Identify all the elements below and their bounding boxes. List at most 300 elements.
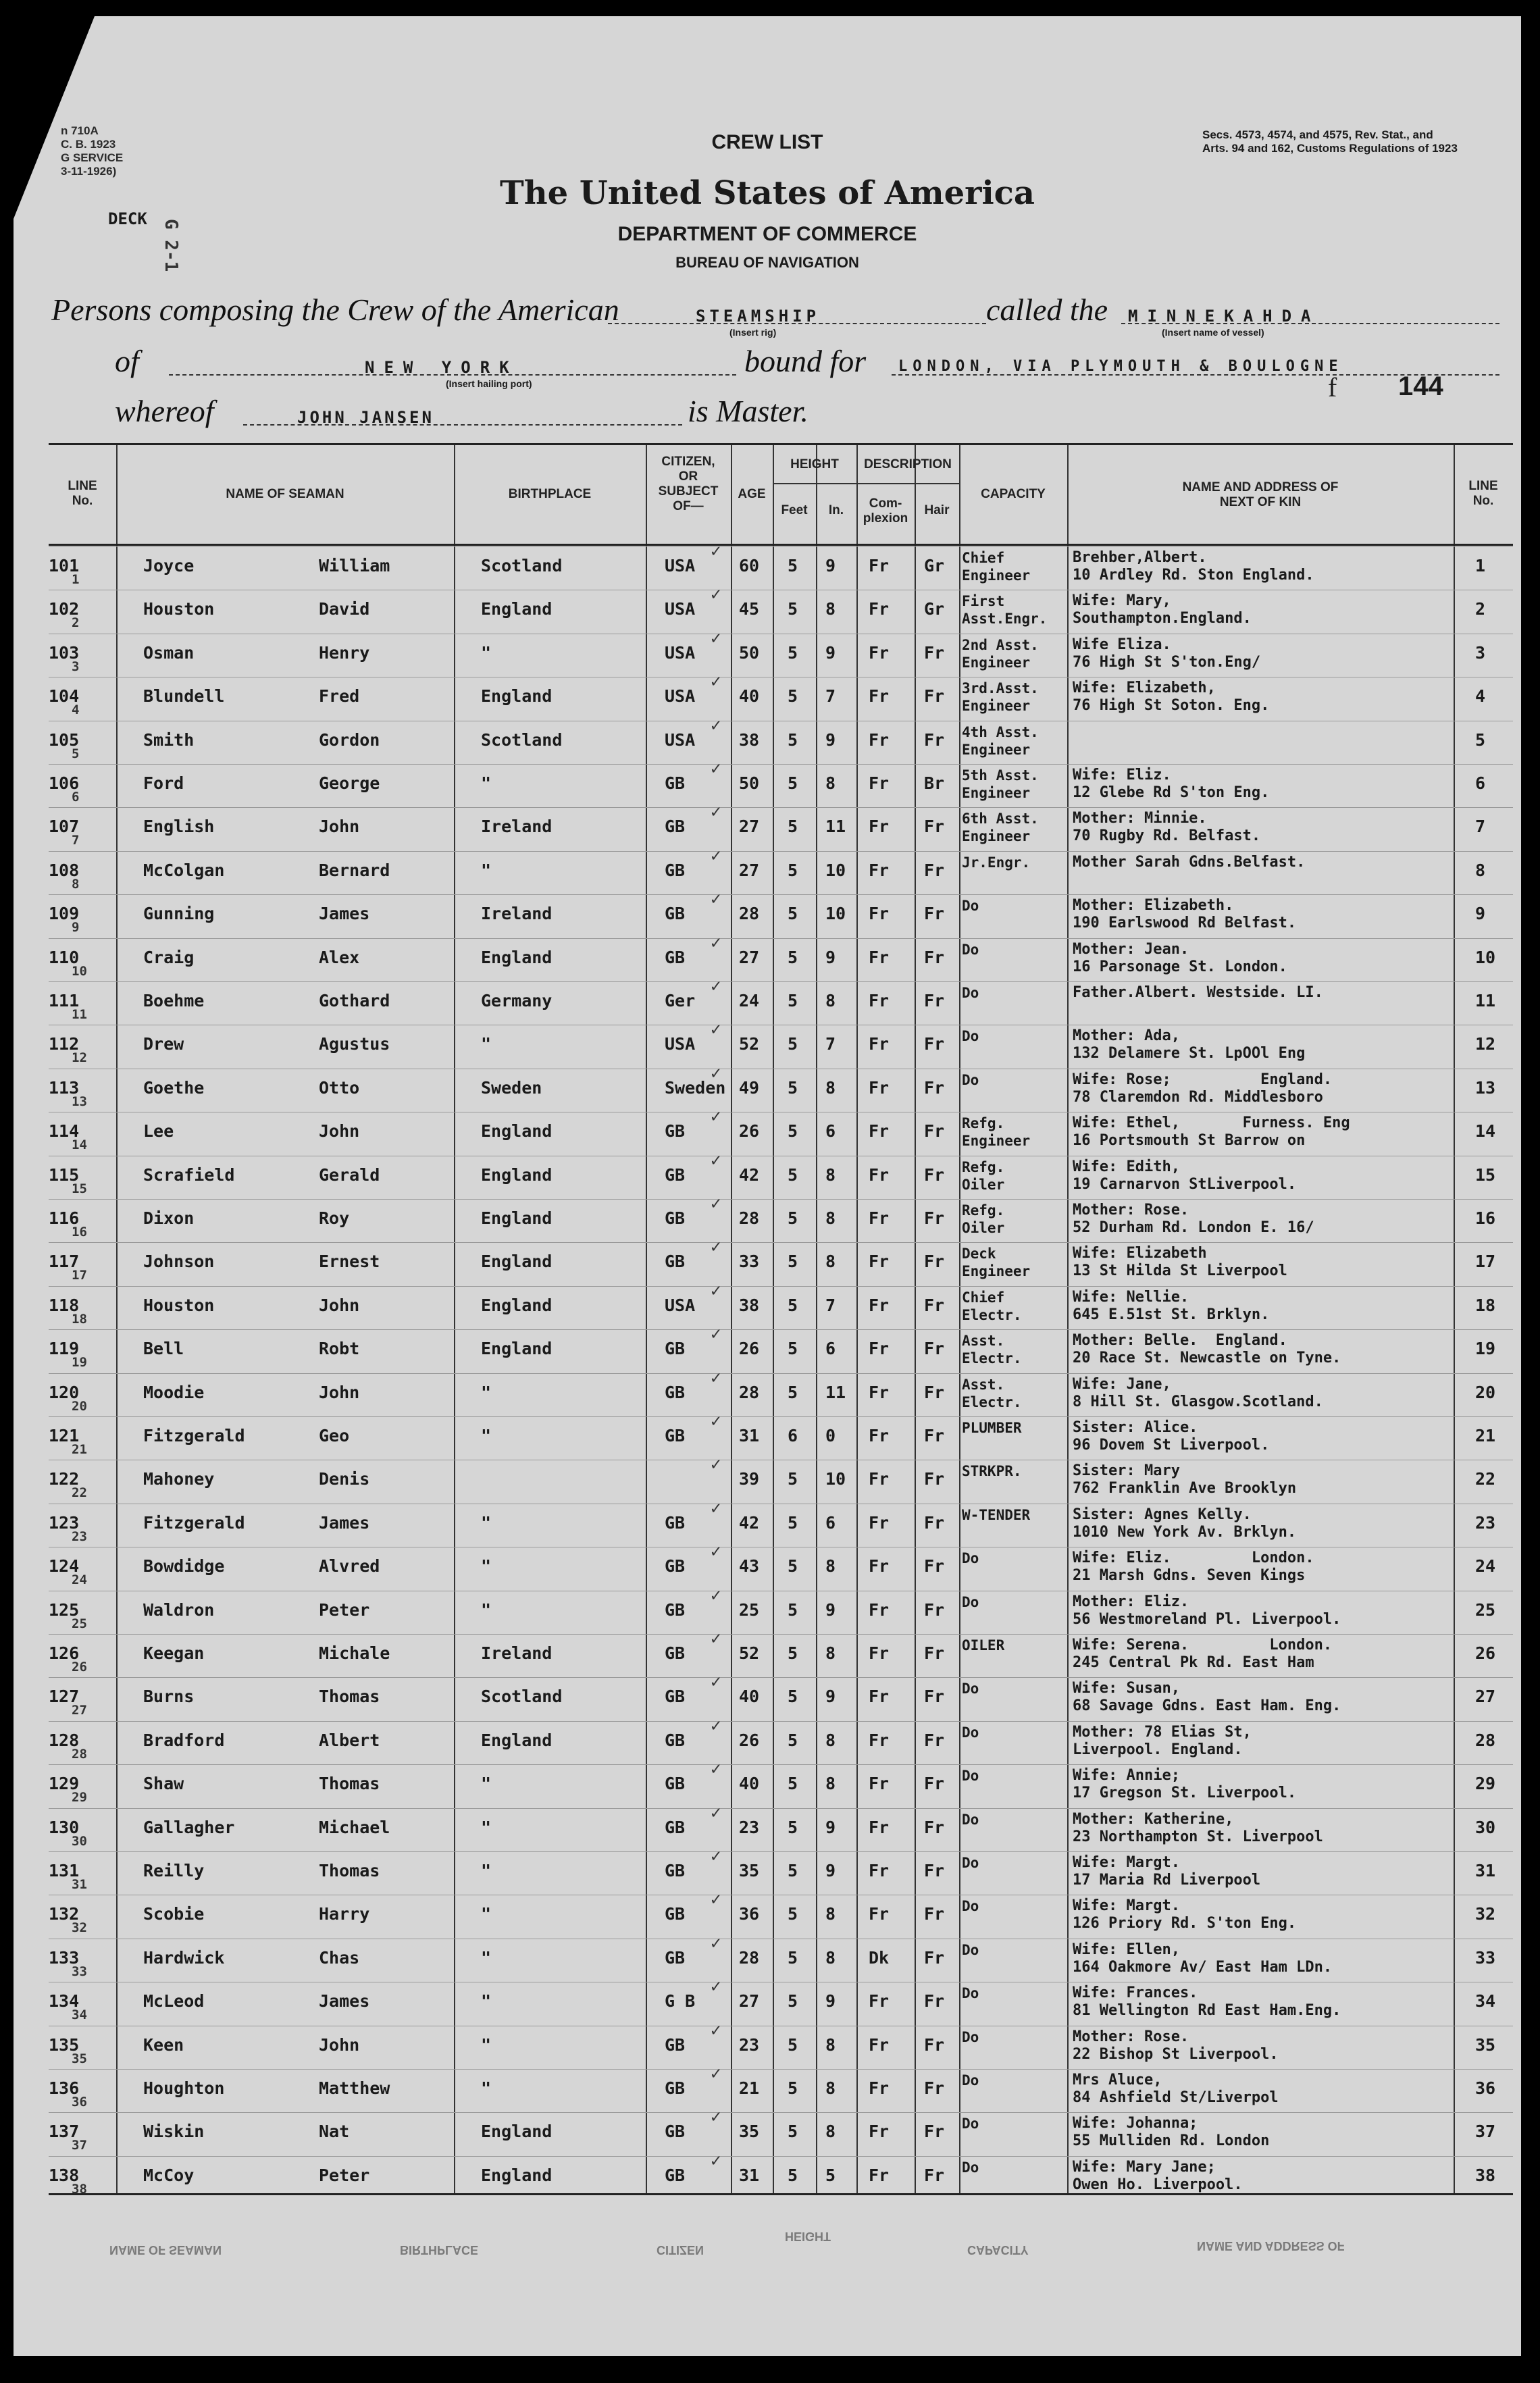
- height-feet: 5: [788, 773, 798, 793]
- table-row: [49, 1019, 1513, 1068]
- citizenship: GB: [665, 1774, 686, 1794]
- complexion: Fr: [869, 1774, 890, 1794]
- birthplace: ": [481, 1861, 492, 1880]
- ghost-text: BIRTHPLACE: [400, 2243, 478, 2257]
- row-line-number: 121: [49, 1426, 80, 1445]
- col-age: AGE: [738, 487, 766, 501]
- row-sub-number: 24: [72, 1572, 87, 1588]
- check-mark-icon: ✓: [711, 1715, 721, 1736]
- birthplace: England: [481, 599, 553, 619]
- row-line-number-right: 15: [1475, 1164, 1496, 1185]
- complexion: Fr: [869, 2034, 890, 2055]
- age: 40: [739, 1687, 760, 1707]
- row-line-number-right: 29: [1475, 1774, 1496, 1794]
- col-height: HEIGHT: [790, 457, 839, 471]
- citizenship: GB: [665, 947, 686, 967]
- hair: Fr: [924, 947, 945, 967]
- row-line-number: 114: [49, 1121, 80, 1142]
- hair: Fr: [924, 860, 945, 880]
- capacity: Do: [962, 898, 979, 915]
- age: 26: [739, 1339, 760, 1359]
- row-line-number-right: 31: [1475, 1861, 1496, 1880]
- seaman-given-name: Otto: [319, 1077, 360, 1098]
- seaman-surname: Shaw: [143, 1774, 184, 1794]
- height-feet: 5: [788, 1904, 798, 1924]
- hair: Fr: [924, 1991, 945, 2012]
- height-inches: 10: [825, 1469, 846, 1489]
- row-line-number: 134: [49, 1991, 80, 2012]
- citizenship: GB: [665, 1643, 686, 1663]
- seaman-given-name: John: [319, 817, 360, 837]
- birthplace: England: [481, 2165, 553, 2185]
- seaman-surname: Reilly: [143, 1861, 205, 1880]
- row-rule: [49, 1373, 1513, 1374]
- height-inches: 11: [825, 1382, 846, 1402]
- complexion: Fr: [869, 729, 890, 750]
- next-of-kin: Wife: Mary, Southampton.England.: [1073, 592, 1252, 627]
- row-line-number: 125: [49, 1599, 80, 1620]
- complexion: Fr: [869, 1426, 890, 1445]
- check-mark-icon: ✓: [711, 1411, 721, 1431]
- seaman-given-name: John: [319, 1382, 360, 1402]
- birthplace: ": [481, 1512, 492, 1533]
- row-line-number: 138: [49, 2165, 80, 2185]
- table-row: [49, 889, 1513, 938]
- row-rule: [49, 1286, 1513, 1287]
- seaman-surname: McCoy: [143, 2165, 195, 2185]
- citizenship: GB: [665, 1252, 686, 1272]
- birthplace: England: [481, 686, 553, 707]
- next-of-kin: Wife: Edith, 19 Carnarvon StLiverpool.: [1073, 1158, 1297, 1193]
- hair: Fr: [924, 1426, 945, 1445]
- row-line-number-right: 22: [1475, 1469, 1496, 1489]
- height-feet: 5: [788, 2034, 798, 2055]
- check-mark-icon: ✓: [711, 1585, 721, 1606]
- hair: Fr: [924, 686, 945, 707]
- check-mark-icon: ✓: [711, 1976, 721, 1997]
- height-feet: 5: [788, 1034, 798, 1054]
- height-inches: 11: [825, 817, 846, 837]
- next-of-kin: Sister: Mary 762 Franklin Ave Brooklyn: [1073, 1462, 1297, 1497]
- seaman-surname: Keen: [143, 2034, 184, 2055]
- table-row: [49, 1194, 1513, 1242]
- height-inches: 10: [825, 904, 846, 924]
- next-of-kin: Wife: Elizabeth 13 St Hilda St Liverpool: [1073, 1245, 1287, 1280]
- row-line-number: 110: [49, 947, 80, 967]
- row-line-number-right: 1: [1475, 556, 1486, 575]
- height-inches: 9: [825, 1599, 836, 1620]
- age: 23: [739, 1817, 760, 1837]
- hair: Fr: [924, 2078, 945, 2098]
- age: 60: [739, 556, 760, 575]
- table-row: [49, 1846, 1513, 1895]
- rig-hint: (Insert rig): [729, 327, 777, 338]
- bleed-through-footer: [49, 2222, 1513, 2283]
- check-mark-icon: ✓: [711, 2020, 721, 2041]
- row-line-number: 103: [49, 642, 80, 663]
- row-line-number-right: 20: [1475, 1382, 1496, 1402]
- row-rule: [49, 938, 1513, 939]
- height-feet: 5: [788, 1599, 798, 1620]
- bureau-heading: BUREAU OF NAVIGATION: [675, 254, 859, 271]
- citizenship: GB: [665, 2165, 686, 2185]
- birthplace: ": [481, 1556, 492, 1577]
- row-line-number: 131: [49, 1861, 80, 1880]
- height-feet: 5: [788, 1730, 798, 1750]
- row-line-number: 105: [49, 729, 80, 750]
- row-rule: [49, 1416, 1513, 1417]
- capacity: Do: [962, 1593, 979, 1610]
- deck-label: DECK: [108, 209, 147, 228]
- height-feet: 5: [788, 1861, 798, 1880]
- citizenship: GB: [665, 1599, 686, 1620]
- complexion: Fr: [869, 642, 890, 663]
- row-sub-number: 36: [72, 2095, 87, 2109]
- table-row: [49, 1062, 1513, 1112]
- citizenship: GB: [665, 1730, 686, 1750]
- hair: Fr: [924, 642, 945, 663]
- age: 28: [739, 1382, 760, 1402]
- age: 27: [739, 817, 760, 837]
- check-mark-icon: ✓: [711, 1497, 721, 1518]
- col-description: DESCRIPTION: [864, 457, 952, 471]
- row-line-number-right: 3: [1475, 642, 1486, 663]
- col-birthplace: BIRTHPLACE: [508, 487, 592, 501]
- seaman-surname: Fitzgerald: [143, 1426, 245, 1445]
- height-feet: 5: [788, 686, 798, 707]
- height-inches: 8: [825, 2122, 836, 2142]
- height-feet: 5: [788, 1382, 798, 1402]
- seaman-given-name: Gothard: [319, 991, 390, 1010]
- capacity: 2nd Asst. Engineer: [962, 636, 1039, 671]
- check-mark-icon: ✓: [711, 1541, 721, 1562]
- complexion: Fr: [869, 1599, 890, 1620]
- height-feet: 5: [788, 1208, 798, 1228]
- birthplace: England: [481, 1295, 553, 1315]
- birthplace: ": [481, 1817, 492, 1837]
- height-feet: 5: [788, 2122, 798, 2142]
- check-mark-icon: ✓: [711, 584, 721, 605]
- height-feet: 5: [788, 1774, 798, 1794]
- complexion: Fr: [869, 1904, 890, 1924]
- seaman-given-name: Roy: [319, 1208, 350, 1228]
- row-line-number-right: 5: [1475, 729, 1486, 750]
- row-line-number: 127: [49, 1687, 80, 1707]
- birthplace: ": [481, 1382, 492, 1402]
- complexion: Fr: [869, 2078, 890, 2098]
- capacity: STRKPR.: [962, 1463, 1022, 1480]
- birthplace: ": [481, 1991, 492, 2012]
- row-sub-number: 38: [72, 2181, 87, 2197]
- citizenship: USA: [665, 686, 696, 707]
- height-feet: 5: [788, 1817, 798, 1837]
- age: 26: [739, 1730, 760, 1750]
- row-line-number: 109: [49, 904, 80, 924]
- seaman-given-name: Alvred: [319, 1556, 380, 1577]
- table-row: [49, 1976, 1513, 2025]
- capacity: Do: [962, 1855, 979, 1871]
- height-inches: 9: [825, 1817, 836, 1837]
- next-of-kin: Mother: Rose. 52 Durham Rd. London E. 16/: [1073, 1202, 1314, 1236]
- citizenship: GB: [665, 1382, 686, 1402]
- complexion: Fr: [869, 1512, 890, 1533]
- row-sub-number: 10: [72, 963, 87, 979]
- hair: Fr: [924, 1077, 945, 1098]
- citizenship: USA: [665, 599, 696, 619]
- hair: Fr: [924, 2122, 945, 2142]
- hair: Fr: [924, 1252, 945, 1272]
- seaman-surname: Bradford: [143, 1730, 225, 1750]
- check-mark-icon: ✓: [711, 1759, 721, 1780]
- capacity: Do: [962, 2028, 979, 2045]
- citizenship: USA: [665, 642, 696, 663]
- row-sub-number: 37: [72, 2138, 87, 2153]
- age: 31: [739, 1426, 760, 1445]
- hair: Fr: [924, 904, 945, 924]
- seaman-given-name: Agustus: [319, 1034, 390, 1054]
- ghost-text: HEIGHT: [785, 2230, 831, 2243]
- seaman-given-name: Peter: [319, 2165, 370, 2185]
- complexion: Fr: [869, 1730, 890, 1750]
- row-line-number-right: 19: [1475, 1339, 1496, 1359]
- age: 31: [739, 2165, 760, 2185]
- capacity: 3rd.Asst. Engineer: [962, 680, 1039, 715]
- seaman-given-name: James: [319, 904, 370, 924]
- age: 33: [739, 1252, 760, 1272]
- check-mark-icon: ✓: [711, 627, 721, 648]
- seaman-given-name: Peter: [319, 1599, 370, 1620]
- birthplace: ": [481, 1904, 492, 1924]
- complexion: Fr: [869, 1687, 890, 1707]
- birthplace: ": [481, 773, 492, 793]
- crew-intro-text: Persons composing the Crew of the American: [51, 292, 619, 327]
- birthplace: ": [481, 1599, 492, 1620]
- col-next-of-kin: NAME AND ADDRESS OF NEXT OF KIN: [1182, 480, 1339, 509]
- header-subdivider: [773, 483, 959, 484]
- birthplace: ": [481, 2078, 492, 2098]
- seaman-surname: Fitzgerald: [143, 1512, 245, 1533]
- seaman-surname: Blundell: [143, 686, 225, 707]
- seaman-given-name: Harry: [319, 1904, 370, 1924]
- row-rule: [49, 1199, 1513, 1200]
- seaman-surname: English: [143, 817, 215, 837]
- hair: Fr: [924, 1121, 945, 1142]
- citizenship: Sweden: [665, 1077, 726, 1098]
- col-feet: Feet: [781, 503, 808, 517]
- form-code: n 710A C. B. 1923 G SERVICE 3-11-1926): [61, 124, 124, 178]
- capacity: Do: [962, 2072, 979, 2089]
- hair: Fr: [924, 2165, 945, 2185]
- row-sub-number: 15: [72, 1181, 87, 1196]
- next-of-kin: Wife: Rose; England. 78 Claremdon Rd. Middlesboro: [1073, 1071, 1333, 1106]
- height-feet: 5: [788, 1339, 798, 1359]
- row-line-number: 122: [49, 1469, 80, 1489]
- capacity: Do: [962, 1724, 979, 1741]
- row-line-number: 123: [49, 1512, 80, 1533]
- row-sub-number: 17: [72, 1268, 87, 1283]
- complexion: Fr: [869, 1121, 890, 1142]
- seaman-given-name: Ernest: [319, 1252, 380, 1272]
- table-row: [49, 759, 1513, 807]
- row-rule: [49, 1764, 1513, 1765]
- table-row: [49, 1106, 1513, 1155]
- capacity: W-TENDER: [962, 1506, 1031, 1523]
- age: 38: [739, 1295, 760, 1315]
- row-rule: [49, 1329, 1513, 1330]
- complexion: Fr: [869, 1034, 890, 1054]
- seaman-given-name: David: [319, 599, 370, 619]
- row-line-number: 106: [49, 773, 80, 793]
- row-line-number: 136: [49, 2078, 80, 2098]
- height-feet: 5: [788, 1077, 798, 1098]
- hair: Fr: [924, 1295, 945, 1315]
- table-row: [49, 541, 1513, 590]
- col-citizen: CITIZEN, OR SUBJECT OF—: [658, 455, 719, 513]
- complexion: Fr: [869, 860, 890, 880]
- capacity: Asst. Electr.: [962, 1376, 1022, 1410]
- statute-reference: Secs. 4573, 4574, and 4575, Rev. Stat., and Arts. 94 and 162, Customs Regulations of 1923: [1202, 128, 1458, 155]
- col-hair: Hair: [924, 503, 950, 517]
- seaman-given-name: John: [319, 1121, 360, 1142]
- next-of-kin: Mother: Eliz. 56 Westmoreland Pl. Liverpool.: [1073, 1593, 1341, 1628]
- capacity: Chief Electr.: [962, 1289, 1022, 1323]
- complexion: Fr: [869, 1556, 890, 1577]
- capacity: OILER: [962, 1637, 1005, 1654]
- birthplace: England: [481, 1730, 553, 1750]
- capacity: Do: [962, 1028, 979, 1045]
- row-sub-number: 23: [72, 1529, 87, 1544]
- seaman-given-name: Robt: [319, 1339, 360, 1359]
- birthplace: England: [481, 947, 553, 967]
- age: 52: [739, 1643, 760, 1663]
- col-line-no: LINE No.: [68, 479, 97, 508]
- check-mark-icon: ✓: [711, 2064, 721, 2084]
- capacity: Do: [962, 2116, 979, 2132]
- seaman-given-name: Albert: [319, 1730, 380, 1750]
- port-hint: (Insert hailing port): [446, 378, 532, 389]
- row-sub-number: 6: [72, 790, 80, 804]
- table-row: [49, 1497, 1513, 1547]
- handwritten-mark: f: [1328, 372, 1337, 403]
- age: 21: [739, 2078, 760, 2098]
- citizenship: USA: [665, 1034, 696, 1054]
- row-line-number: 135: [49, 2034, 80, 2055]
- row-line-number-right: 23: [1475, 1512, 1496, 1533]
- age: 38: [739, 729, 760, 750]
- complexion: Fr: [869, 991, 890, 1010]
- row-line-number: 102: [49, 599, 80, 619]
- row-line-number-right: 37: [1475, 2122, 1496, 2142]
- row-line-number-right: 8: [1475, 860, 1486, 880]
- complexion: Fr: [869, 686, 890, 707]
- row-sub-number: 21: [72, 1442, 87, 1457]
- birthplace: England: [481, 1208, 553, 1228]
- hair: Fr: [924, 1774, 945, 1794]
- capacity: PLUMBER: [962, 1420, 1022, 1436]
- seaman-given-name: Gerald: [319, 1164, 380, 1185]
- height-inches: 7: [825, 1295, 836, 1315]
- citizenship: G B: [665, 1991, 696, 2012]
- capacity: Do: [962, 1941, 979, 1958]
- hair: Fr: [924, 991, 945, 1010]
- height-feet: 5: [788, 1991, 798, 2012]
- seaman-surname: Gallagher: [143, 1817, 235, 1837]
- citizenship: GB: [665, 2034, 686, 2055]
- height-inches: 6: [825, 1121, 836, 1142]
- capacity: Do: [962, 1985, 979, 2002]
- capacity: Do: [962, 1898, 979, 1915]
- check-mark-icon: ✓: [711, 759, 721, 779]
- table-row: [49, 1324, 1513, 1373]
- row-sub-number: 34: [72, 2007, 87, 2023]
- height-inches: 0: [825, 1426, 836, 1445]
- age: 26: [739, 1121, 760, 1142]
- row-line-number-right: 2: [1475, 599, 1486, 619]
- row-sub-number: 26: [72, 1660, 87, 1674]
- capacity: Do: [962, 1550, 979, 1567]
- next-of-kin: Mrs Aluce, 84 Ashfield St/Liverpol: [1073, 2072, 1279, 2106]
- row-line-number-right: 24: [1475, 1556, 1496, 1577]
- birthplace: England: [481, 1121, 553, 1142]
- seaman-given-name: Michael: [319, 1817, 390, 1837]
- row-sub-number: 8: [72, 876, 80, 892]
- seaman-given-name: Alex: [319, 947, 360, 967]
- complexion: Fr: [869, 556, 890, 575]
- whereof-text: whereof: [115, 394, 214, 428]
- seaman-given-name: James: [319, 1991, 370, 2012]
- row-line-number: 112: [49, 1034, 80, 1054]
- age: 43: [739, 1556, 760, 1577]
- row-sub-number: 33: [72, 1964, 87, 1979]
- citizenship: GB: [665, 1208, 686, 1228]
- age: 50: [739, 642, 760, 663]
- height-inches: 8: [825, 773, 836, 793]
- row-rule: [49, 1808, 1513, 1809]
- complexion: Fr: [869, 773, 890, 793]
- master-name: JOHN JANSEN: [297, 408, 434, 427]
- birthplace: ": [481, 1774, 492, 1794]
- table-row: [49, 1280, 1513, 1329]
- citizenship: GB: [665, 1339, 686, 1359]
- row-rule: [49, 1721, 1513, 1722]
- age: 28: [739, 1208, 760, 1228]
- complexion: Fr: [869, 1252, 890, 1272]
- row-sub-number: 9: [72, 920, 80, 936]
- next-of-kin: Sister: Alice. 96 Dovem St Liverpool.: [1073, 1419, 1270, 1454]
- birthplace: Germany: [481, 991, 553, 1010]
- row-line-number-right: 36: [1475, 2078, 1496, 2098]
- row-line-number: 117: [49, 1252, 80, 1272]
- age: 52: [739, 1034, 760, 1054]
- age: 27: [739, 1991, 760, 2012]
- complexion: Fr: [869, 947, 890, 967]
- row-sub-number: 1: [72, 572, 80, 587]
- height-inches: 7: [825, 1034, 836, 1054]
- age: 39: [739, 1469, 760, 1489]
- height-inches: 8: [825, 1774, 836, 1794]
- row-sub-number: 18: [72, 1311, 87, 1327]
- next-of-kin: Wife: Ethel, Furness. Eng 16 Portsmouth St Barrow on: [1073, 1114, 1350, 1150]
- col-name: NAME OF SEAMAN: [226, 487, 344, 501]
- row-line-number-right: 12: [1475, 1034, 1496, 1054]
- height-inches: 8: [825, 1556, 836, 1577]
- citizenship: GB: [665, 1904, 686, 1924]
- height-inches: 8: [825, 599, 836, 619]
- complexion: Fr: [869, 904, 890, 924]
- capacity: Refg. Oiler: [962, 1158, 1005, 1193]
- row-line-number-right: 6: [1475, 773, 1486, 793]
- check-mark-icon: ✓: [711, 976, 721, 996]
